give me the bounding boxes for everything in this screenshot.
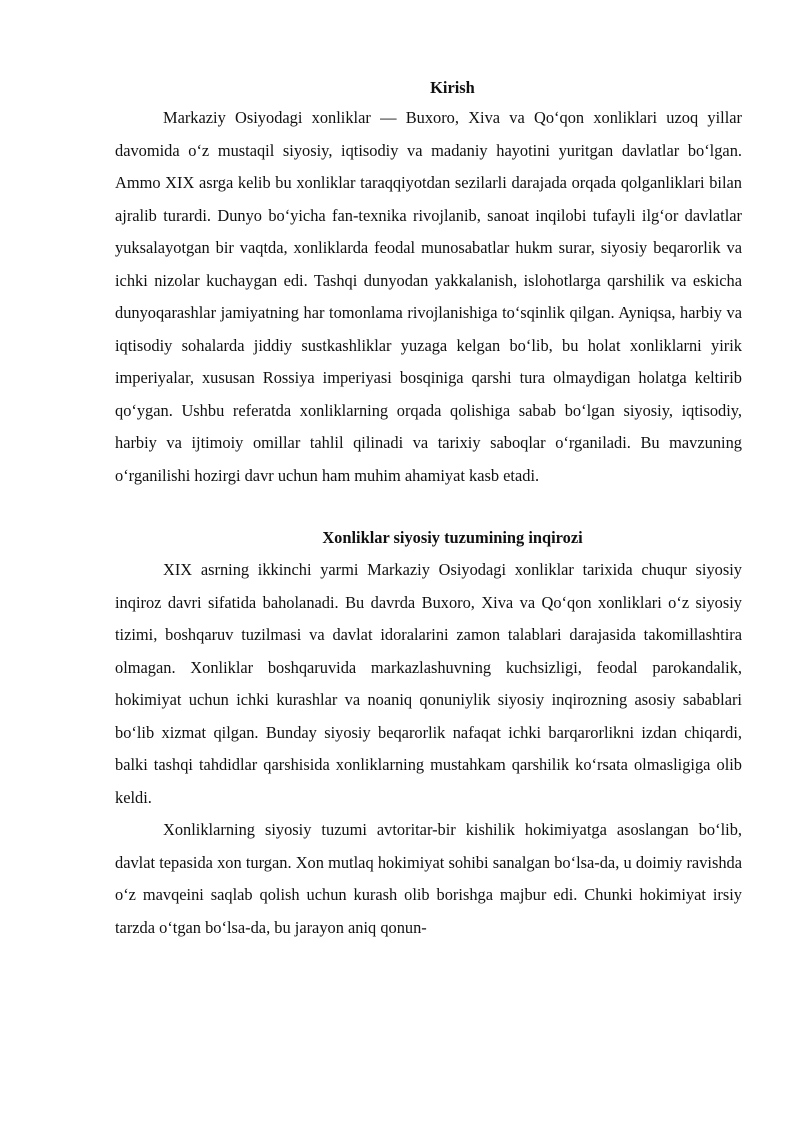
intro-paragraph: Markaziy Osiyodagi xonliklar — Buxoro, Xiva va Qo‘qon xonliklari uzoq yillar davomida o‘z mustaqil siyosiy, iqtisodiy va madaniy hayotini yuritgan davlatlar bo‘lgan. Ammo XIX asrga kelib bu xonliklar taraqqiyotdan sezilarli darajada orqada qolganliklari bilan ajralib turardi. Dunyo bo‘yicha fan-texnika rivojlanib, sanoat inqilobi tufayli ilg‘or davlatlar yuksalayotgan bir vaqtda, xonliklarda feodal munosabatlar hukm surar, siyosiy beqarorlik va ichki nizolar kuchaygan edi. Tashqi dunyodan yakkalanish, islohotlarga qarshilik va eskicha dunyoqarashlar jamiyatning har tomonlama rivojlanishiga to‘sqinlik qilgan. Ayniqsa, harbiy va iqtisodiy sohalarda jiddiy sustkashliklar yuzaga kelgan bo‘lib, bu holat xonliklarni yirik imperiyalar, xususan Rossiya imperiyasi bosqiniga qarshi tura olmaydigan holatga keltirib qo‘ygan. Ushbu referatda xonliklarning orqada qolishiga sabab bo‘lgan siyosiy, iqtisodiy, harbiy va ijtimoiy omillar tahlil qilinadi va tarixiy saboqlar o‘rganiladi. Bu mavzuning o‘rganilishi hozirgi davr uchun ham muhim ahamiyat kasb etadi. <box>115 108 742 485</box>
intro-heading: Kirish <box>430 78 475 97</box>
section-heading: Xonliklar siyosiy tuzumining inqirozi <box>322 528 583 547</box>
section-paragraph-1: XIX asrning ikkinchi yarmi Markaziy Osiyodagi xonliklar tarixida chuqur siyosiy inqiroz davri sifatida baholanadi. Bu davrda Buxoro, Xiva va Qo‘qon xonliklari o‘z siyosiy tizimi, boshqaruv tuzilmasi va davlat idoralarini zamon talablari darajasida takomillashtira olmagan. Xonliklar boshqaruvida markazlashuvning kuchsizligi, feodal parokandalik, hokimiyat uchun ichki kurashlar va noaniq qonuniylik siyosiy inqirozning asosiy sabablari bo‘lib xizmat qilgan. Bunday siyosiy beqarorlik nafaqat ichki barqarorlikni izdan chiqardi, balki tashqi tahdidlar qarshisida xonliklarning mustahkam qarshilik ko‘rsata olmasligiga olib keldi. <box>115 560 742 807</box>
section-paragraph-2: Xonliklarning siyosiy tuzumi avtoritar-bir kishilik hokimiyatga asoslangan bo‘lib, davlat tepasida xon turgan. Xon mutlaq hokimiyat sohibi sanalgan bo‘lsa-da, u doimiy ravishda o‘z mavqeini saqlab qolish uchun kurash olib borishga majbur edi. Chunki hokimiyat irsiy tarzda o‘tgan bo‘lsa-da, bu jarayon aniq qonun- <box>115 820 742 937</box>
document-body <box>115 74 742 944</box>
